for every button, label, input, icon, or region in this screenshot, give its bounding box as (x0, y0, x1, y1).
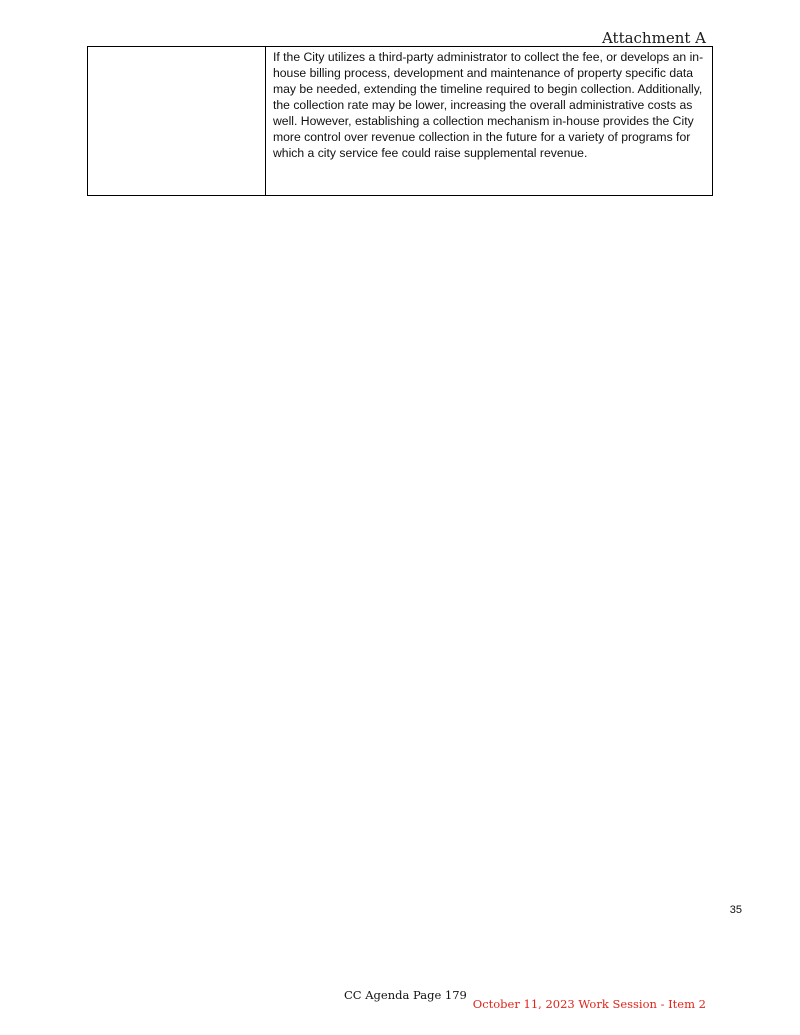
work-session-label: October 11, 2023 Work Session - Item 2 (472, 997, 706, 1011)
attachment-label: Attachment A (601, 29, 706, 47)
table-row (88, 47, 713, 196)
page-number: 35 (729, 904, 742, 916)
table-cell-left (88, 47, 266, 196)
table-cell-description: If the City utilizes a third-party administrator to collect the fee, or develops an in-house billing process, development and maintenance of property specific data may be needed, extending the timeline required to begin collection. Additionally, the collection rate may be lower, increasing the overall administrative costs as well. However, establishing a collection mechanism in-house provides the City more control over revenue collection in the future for a variety of programs for which a city service fee could raise supplemental revenue. (266, 47, 713, 196)
agenda-page-label: CC Agenda Page 179 (344, 988, 467, 1002)
content-table (87, 46, 713, 196)
